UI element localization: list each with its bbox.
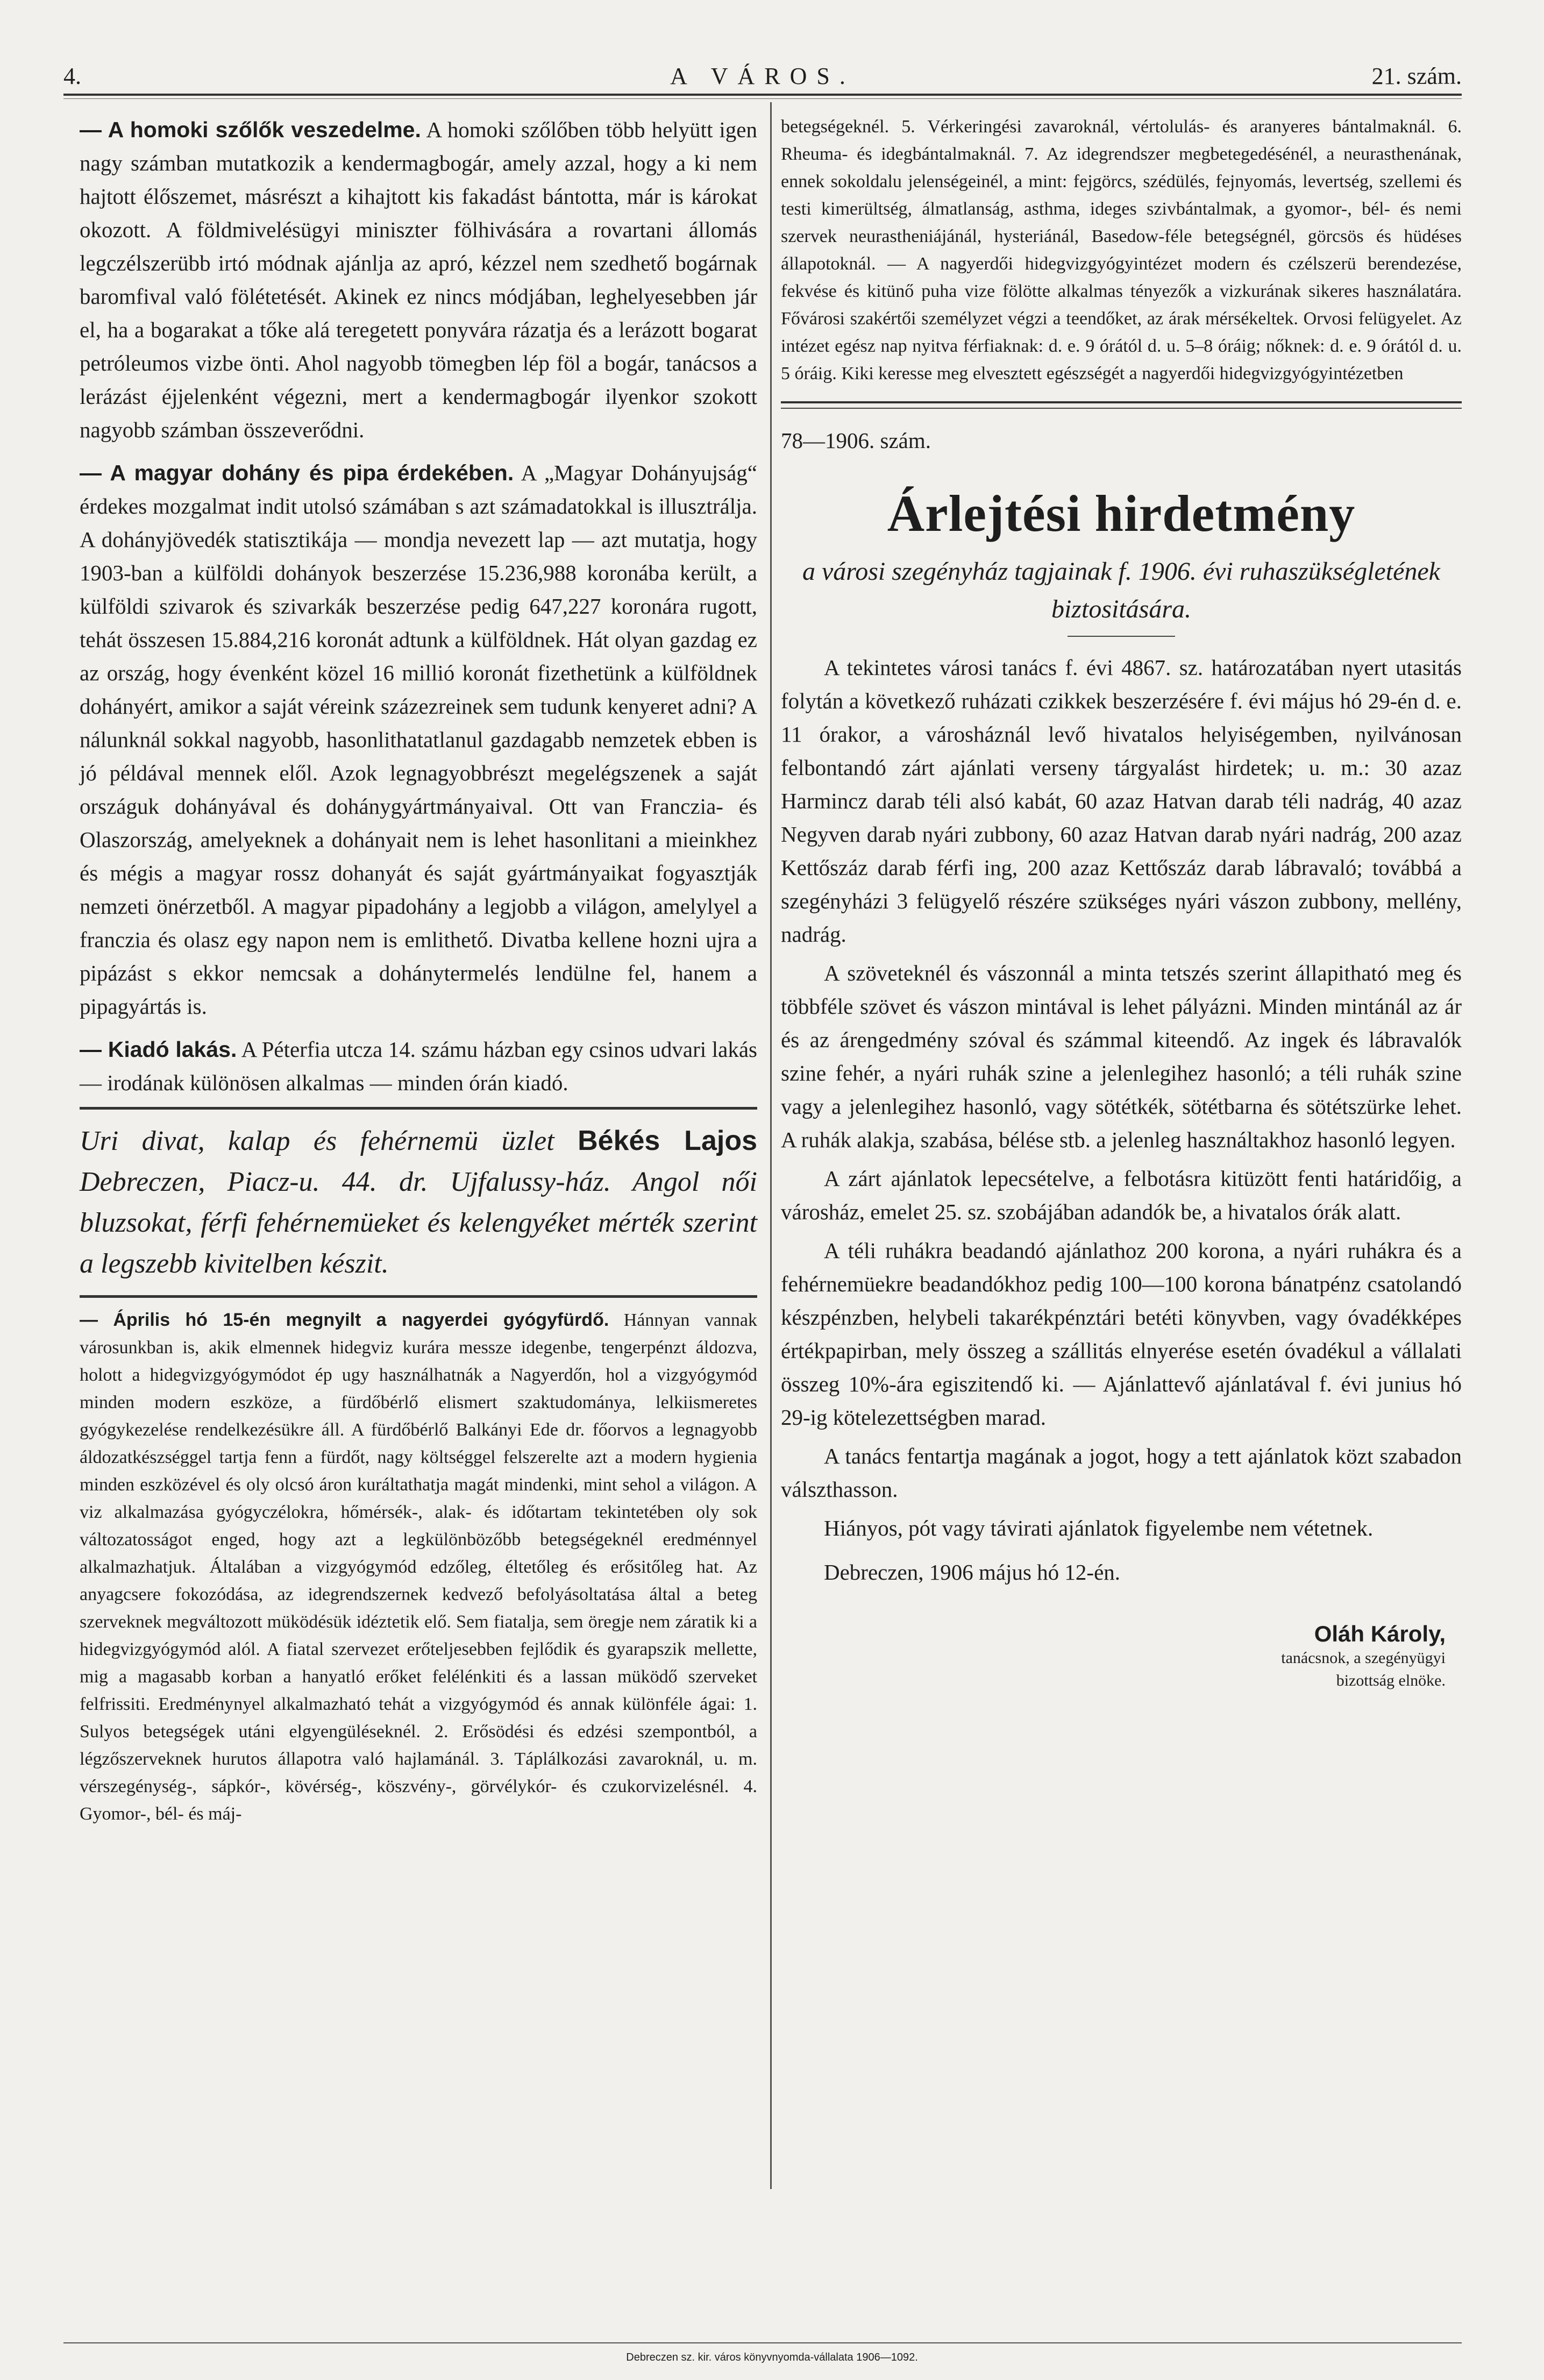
page-number: 4. [63,63,81,89]
section-rule [781,401,1462,403]
issue-number: 21. szám. [1371,63,1462,89]
page-header [63,56,1462,99]
signer-name: Oláh Károly, [1314,1621,1446,1646]
signer-role-line-2: bizottság elnöke. [1336,1672,1446,1689]
footer-rule [63,2342,1462,2343]
notice-paragraph-4: A téli ruhákra beadandó ajánlathoz 200 korona, a nyári ruhákra és a fehérnemüekre beadandókhoz pedig 100—100 korona bánatpénz csatolandó készpénzben, helybeli takarékpénztári betéti könyvben, vagy óvadékképes értékpapirban, mely összeg a szállitás elnyerése esetén óvadékul a vállalati összeg 10%-ára egiszitendő ki. — Ajánlattevő ajánlatával f. évi junius hó 29-ig kötelezettségben marad. [781,1238,1462,1430]
header-rule [63,94,1462,96]
notice-paragraph-1: A tekintetes városi tanács f. évi 4867. sz. határozatában nyert utasitás folytán a következő ruházati czikkek beszerzésére f. évi május hó 29-én d. e. 11 órakor, a városháznál levő hivatalos helyiségemben, nyilvánosan felbontandó zárt ajánlati verseny tárgyalást hirdetek; u. m.: 30 azaz Harmincz darab téli alsó kabát, 60 azaz Hatvan darab téli nadrág, 40 azaz Negyven darab nyári zubbony, 60 azaz Hatvan darab nyári nadrág, 200 azaz Kettőszáz darab férfi ing, 200 azaz Kettőszáz darab lábravaló; továbbá a szegényházi 3 felügyelő részére szükséges nyári vászon zubbony, mellény, nadrág. [781,655,1462,947]
signer-role-line-1: tanácsnok, a szegényügyi [1281,1649,1446,1667]
notice-paragraph-6: Hiányos, pót vagy távirati ajánlatok figyelembe nem vétetnek. [824,1516,1374,1540]
notice-subline: a városi szegényház tagjainak f. 1906. évi ruhaszükségletének biztositására. [802,557,1440,623]
article-dohany [80,456,757,1023]
notice-paragraph-3: A zárt ajánlatok lepecsételve, a felbotásra kitüzött fenti határidőig, a városház, emelet 25. sz. szobájában adandók be, a hivatalos órák alatt. [781,1166,1462,1224]
article-homoki [80,113,757,446]
notice-paragraph-5: A tanács fentartja magának a jogot, hogy a tett ajánlatok közt szabadon válszthasson. [781,1444,1462,1502]
article-homoki-head: — A homoki szőlők veszedelme. [80,117,421,142]
ad-text-b: Debreczen, Piacz-u. 44. dr. Ujfalussy-ház. Angol női bluzsokat, férfi fehérnemüeket és kelengyéket mérték szerint a legszebb kivitelben készit. [80,1167,757,1279]
article-lakas-head: — Kiadó lakás. [80,1037,237,1062]
article-dohany-body: A „Magyar Dohányujság“ érdekes mozgalmat indit utolsó számában s azt számadatokkal is illusztrálja. A dohányjövedék statisztikája — mondja nevezett lap — azt mutatja, hogy 1903-ban a külföldi dohányok beszerzése 15.236,988 koronába került, a külföldi szivarok és szivarkák beszerzése pedig 647,227 koronára rugott, tehát összesen 15.884,216 koronát adtunk a külföldnek. Hát olyan gazdag ez az ország, hogy évenként közel 16 millió koronát fizethetünk a külföldnek dohányért, amikor a saját véreink százezreinek sem tudunk kenyeret adni? A nálunknál sokkal nagyobb, hasonlithatatlanul gazdagabb nemzetek ebben is jó példával mennek elől. Azok legnagyobbrészt megelégszenek a saját országuk dohányával és dohánygyártmányaival. Ott van Franczia- és Olaszország, amelyeknek a dohányait nem is lehet hasonlitani a mieinkhez és mégis a magyar rossz dohanyát és saját gyártmányaikat fogyasztják nemzeti önérzetből. A magyar pipadohány a legjobb a világon, amelylyel a franczia és olasz egy napon nem is emlithető. Divatba kellene hozni ujra a pipázást s ekkor nemcsak a dohánytermelés lendülne fel, hanem a pipagyártás is. [80,460,757,1019]
ad-text-a: Uri divat, kalap és fehérnemü üzlet [80,1126,578,1156]
subline-rule [1068,636,1175,637]
article-gyogyfurdo-body: Hánnyan vannak városunkban is, akik elmennek hidegviz kurára messze idegenbe, tengerpénzt áldozva, holott a hidegvizgyógymódot ép ugy használhatnák a Nagyerdőn, hol a vizgyógymód minden modern eszköze, a fürdőbérlő elismert szaktudománya, lelkiismeretes gyógykezelése rendelkezésükre áll. A fürdőbérlő Balkányi Ede dr. főorvos a legnagyobb áldozatkészséggel tartja fenn a fürdőt, nagy költséggel felszerelte azt a modern hygienia minden eszközével és oly olcsó áron kuráltathatja magát mindenki, mint sehol a világon. A viz alkalmazása gyógyczélokra, hőmérsék-, alak- és időtartam tekintetében oly sok változatosságot enged, hogy azt a legkülönbözőbb betegségeknél eredménnyel alkalmazhatjuk. Általában a vizgyógymód edzőleg, éltetőleg és erősitőleg hat. Az anyagcsere fokozódása, az idegrendszernek kedvező befolyásoltatása által a beteg szerveknek megváltozott müködésük idéztetik elő. Sem fiatalja, sem öregje nem záratik ki a hidegvizgyógymód alól. A fiatal szervezet erőteljesebben fejlődik és gyarapszik mellette, mig a magasabb korban a hanyatló erőket felélénkiti és a lassan müködő szerveket felfrissiti. Eredménynyel alkalmazható tehát a vizgyógymód és annak különféle ágai: 1. Sulyos betegségek utáni elgyengüléseknél. 2. Erősödési és edzési szempontból, a légzőszerveknek hurutos állapotra való hajlamánál. 3. Táplálkozási zavaroknál, u. m. vérszegénység-, sápkór-, kövérség-, köszvény-, görvélykór- és czukorvizelésnél. 4. Gyomor-, bél- és máj- [80,1310,757,1824]
notice-headline: Árlejtési hirdetmény [887,485,1356,542]
article-lakas [80,1033,757,1099]
printer-imprint: Debreczen sz. kir. város könyvnyomda-vállalata 1906—1092. [626,2351,918,2363]
article-dohany-head: — A magyar dohány és pipa érdekében. [80,460,514,485]
column-divider [770,102,772,2189]
article-lakas-body: A Péterfia utcza 14. számu házban egy csinos udvari lakás — irodának különösen alkalmas — minden órán kiadó. [80,1037,757,1095]
article-gyogyfurdo-head: — Április hó 15-én megnyilt a nagyerdei gyógyfürdő. [80,1310,609,1330]
ad-shop-name: Békés Lajos [578,1125,757,1156]
article-gyogyfurdo [80,1306,757,1828]
left-column [80,113,757,1828]
notice-date: Debreczen, 1906 május hó 12-én. [824,1560,1121,1585]
newspaper-title: A VÁROS. [670,63,855,89]
article-gyogyfurdo-cont: betegségeknél. 5. Vérkeringési zavaroknál, vértolulás- és aranyeres bántalmaknál. 6. Rheuma- és idegbántalmaknál. 7. Az idegrendszer megbetegedésénél, a neurasthenának, ennek sokoldalu jelenségeinél, a mint: fejgörcs, szédülés, fejnyomás, levertség, szellemi és testi kimerültség, álmatlanság, asthma, ideges szivbántalmak, a gyomor-, bél- és nemi szervek neurastheniájánál, hysteriánál, Basedow-féle betegségnél, görcsös és hüdéses állapotoknál. — A nagyerdői hidegvizgyógyintézet modern és czélszerü berendezése, fekvése és kitünő puha vize fölötte alkalmas tényezők a vizkurának sikeres használatára. Fővárosi szakértői személyzet végzi a teendőket, az árak mérsékeltek. Orvosi felügyelet. Az intézet egész nap nyitva férfiaknak: d. e. 9 órától d. u. 5–8 óráig; nőknek: d. e. 9 órától d. u. 5 óráig. Kiki keresse meg elvesztett egészségét a nagyerdői hidegvizgyógyintézetben [781,117,1462,383]
right-column [781,113,1462,1692]
section-rule-thin [781,408,1462,409]
advertisement-bekes [80,1107,757,1298]
notice-number: 78—1906. szám. [781,428,931,453]
header-rule-thin [63,98,1462,99]
notice-paragraph-2: A szöveteknél és vászonnál a minta tetszés szerint állapitható meg és többféle szövet és vászon mintával is lehet pályázni. Minden mintánál az ár és az árengedmény szóval és számmal kiteendő. Az ingek és lábravalók szine fehér, a nyári ruhák szine a jelenlegihez hasonló; a téli ruhák szine vagy a jelenlegihez hasonló, vagy sötétkék, sötétbarna és sötétszürke lehet. A ruhák alakja, szabása, bélése stb. a jelenleg használtakhoz hasonló legyen. [781,961,1462,1152]
article-homoki-body: A homoki szőlőben több helyütt igen nagy számban mutatkozik a kendermagbogár, amely azzal, hogy a ki nem hajtott élőszemet, másrészt a kihajtott kis fakadást bántotta, már is károkat okozott. A földmivelésügyi miniszter fölhivására a rovartani állomás legczélszerübb irtó módnak ajánlja az apró, kézzel nem szedhető bogárnak baromfival való fölétetését. Akinek ez nincs módjában, leghelyesebben jár el, ha a bogarakat a tőke alá teregetett ponyvára rázatja és a lerázott bogarat petróleumos vizbe önti. Ahol nagyobb tömegben lép föl a bogár, tanácsos a lerázást éjjelenként végezni, mert a kendermagbogár ilyenkor szokott nagyobb számban összeverődni. [80,117,757,442]
